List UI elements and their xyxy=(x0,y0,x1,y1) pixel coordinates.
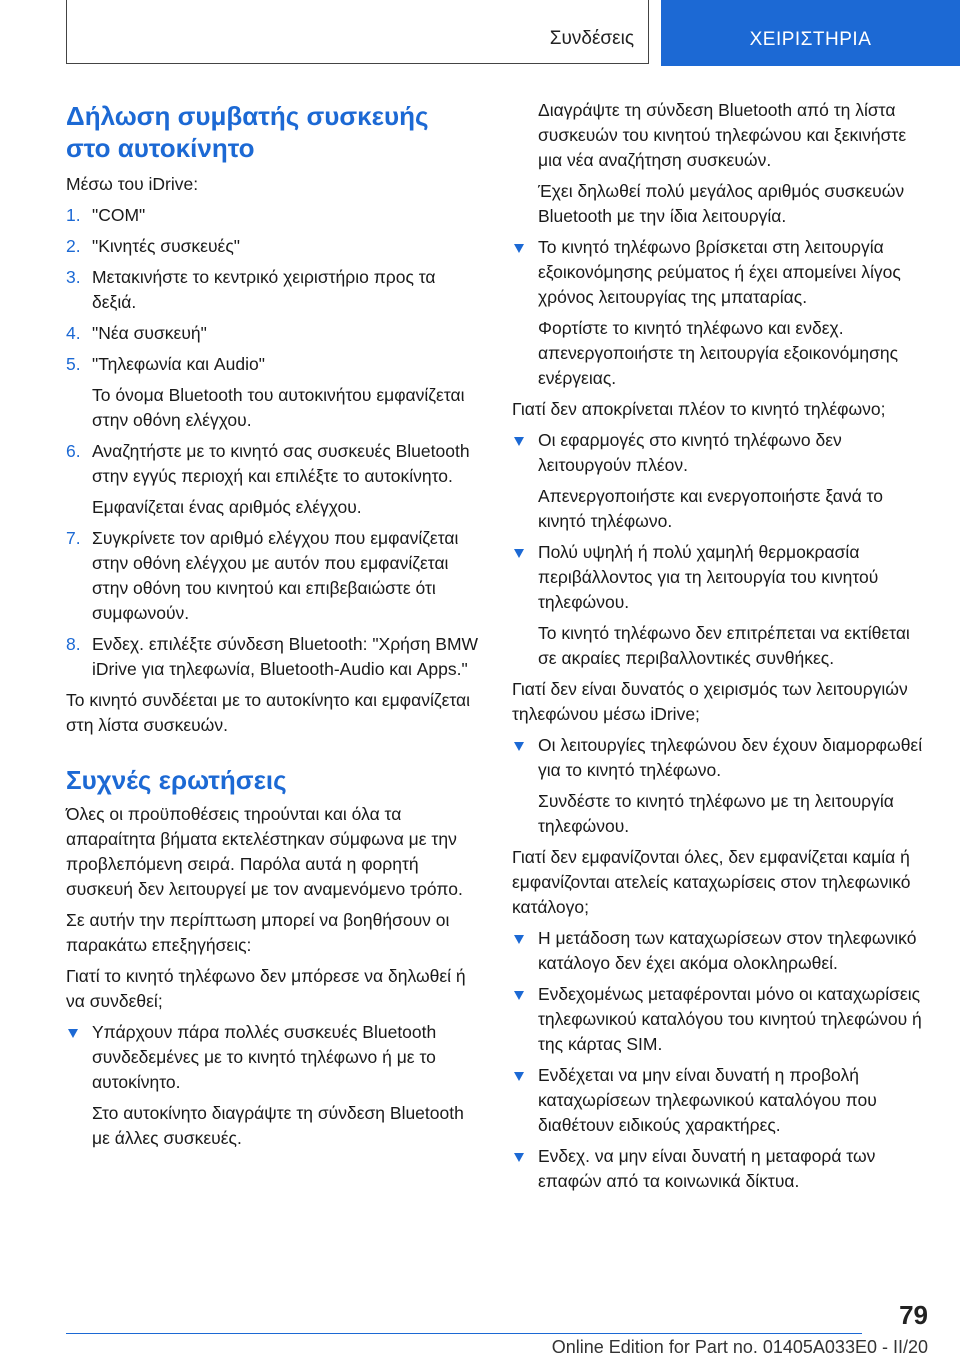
answer-note: Στο αυτοκίνητο διαγράψτε τη σύνδεση Bluetooth με άλλες συσκευές. xyxy=(92,1103,464,1148)
answer-text: Η μετάδοση των καταχωρίσεων στον τηλεφωνικό κατάλογο δεν έχει ακόμα ολοκληρωθεί. xyxy=(538,928,917,973)
step-text: "Τηλεφωνία και Audio" xyxy=(92,354,265,374)
triangle-bullet-icon xyxy=(514,742,524,751)
intro-text: Μέσω του iDrive: xyxy=(66,174,199,194)
section-title: Συνδέσεις xyxy=(549,28,634,49)
question-1: Γιατί το κινητό τηλέφωνο δεν μπόρεσε να δηλωθεί ή να συνδεθεί; xyxy=(66,966,466,1011)
step-text: "COM" xyxy=(92,205,146,225)
triangle-bullet-icon xyxy=(514,935,524,944)
answer-text: Ενδεχομένως μεταφέρονται μόνο οι καταχωρίσεις τηλεφωνικού καταλόγου του κινητού τηλεφώνου ή της κάρτας SIM. xyxy=(538,984,922,1054)
answer-bullet xyxy=(512,926,926,976)
triangle-bullet-icon xyxy=(514,437,524,446)
answer-note: Διαγράψτε τη σύνδεση Bluetooth από τη λίστα συσκευών του κινητού τηλεφώνου και ξεκινήστε μια νέα αναζήτηση συσκευών. xyxy=(538,100,907,170)
step-text: Συγκρίνετε τον αριθμό ελέγχου που εμφανίζεται στην οθόνη ελέγχου με αυτόν που εμφανίζεται στην οθόνη του κινητού και επιβεβαιώστε ότι συμφωνούν. xyxy=(92,528,459,623)
answer-note: Συνδέστε το κινητό τηλέφωνο με τη λειτουργία τηλεφώνου. xyxy=(538,791,894,836)
answer-bullet xyxy=(512,1144,926,1194)
edition-text: Online Edition for Part no. 01405A033E0 - II/20 xyxy=(551,1337,928,1357)
answer-bullet xyxy=(512,982,926,1057)
answer-note: Φορτίστε το κινητό τηλέφωνο και ενδεχ. απενεργοποιήστε τη λειτουργία εξοικονόμησης ενέργειας. xyxy=(538,318,899,388)
page-header xyxy=(0,0,960,66)
right-column xyxy=(512,98,926,1200)
answer-bullet xyxy=(512,540,926,615)
heading-pairing: Δήλωση συμβατής συσκευής στο αυτοκίνητο xyxy=(66,101,429,163)
question-4: Γιατί δεν εμφανίζονται όλες, δεν εμφανίζεται καμία ή εμφανίζονται ατελείς καταχωρίσεις στον τηλεφωνικό κατάλογο; xyxy=(512,847,911,917)
answer-text: Το κινητό τηλέφωνο βρίσκεται στη λειτουργία εξοικονόμησης ρεύματος ή έχει απομείνει λίγος χρόνος λειτουργίας της μπαταρίας. xyxy=(538,237,901,307)
answer-bullet xyxy=(66,1020,480,1095)
step-number: 2. xyxy=(66,236,81,256)
step-number: 6. xyxy=(66,441,81,461)
answer-text: Οι λειτουργίες τηλεφώνου δεν έχουν διαμορφωθεί για το κινητό τηλέφωνο. xyxy=(538,735,923,780)
step-number: 3. xyxy=(66,267,81,287)
step-text: "Νέα συσκευή" xyxy=(92,323,207,343)
page-number: 79 xyxy=(899,1300,928,1330)
result-text: Το κινητό συνδέεται με το αυτοκίνητο και εμφανίζεται στη λίστα συσκευών. xyxy=(66,690,471,735)
step-5 xyxy=(66,352,480,377)
answer-text: Ενδέχεται να μην είναι δυνατή η προβολή καταχωρίσεων τηλεφωνικού καταλόγου που διαθέτουν ειδικούς χαρακτήρες. xyxy=(538,1065,877,1135)
step-text: Μετακινήστε το κεντρικό χειριστήριο προς τα δεξιά. xyxy=(92,267,436,312)
step-number: 5. xyxy=(66,354,81,374)
step-3 xyxy=(66,265,480,315)
answer-bullet xyxy=(512,1063,926,1138)
step-text: "Κινητές συσκευές" xyxy=(92,236,241,256)
step-8 xyxy=(66,632,480,682)
answer-note: Έχει δηλωθεί πολύ μεγάλος αριθμός συσκευών Bluetooth με την ίδια λειτουργία. xyxy=(538,181,905,226)
step-6-note: Εμφανίζεται ένας αριθμός ελέγχου. xyxy=(92,497,362,517)
faq-intro-2: Σε αυτήν την περίπτωση μπορεί να βοηθήσουν οι παρακάτω επεξηγήσεις: xyxy=(66,910,450,955)
answer-note: Το κινητό τηλέφωνο δεν επιτρέπεται να εκτίθεται σε ακραίες περιβαλλοντικές συνθήκες. xyxy=(538,623,910,668)
question-2: Γιατί δεν αποκρίνεται πλέον το κινητό τηλέφωνο; xyxy=(512,399,886,419)
answer-bullet xyxy=(512,733,926,783)
faq-intro-1: Όλες οι προϋποθέσεις τηρούνται και όλα τα απαραίτητα βήματα εκτελέστηκαν σύμφωνα με την προβλεπόμενη σειρά. Παρόλα αυτά η φορητή συσκευή δεν λειτουργεί με τον αναμενόμενο τρόπο. xyxy=(66,804,463,899)
footer-divider xyxy=(66,1333,862,1334)
section-tab xyxy=(66,0,649,64)
triangle-bullet-icon xyxy=(514,549,524,558)
step-5-note: Το όνομα Bluetooth του αυτοκινήτου εμφανίζεται στην οθόνη ελέγχου. xyxy=(92,385,465,430)
triangle-bullet-icon xyxy=(514,244,524,253)
step-text: Ενδεχ. επιλέξτε σύνδεση Bluetooth: "Χρήση BMW iDrive για τηλεφωνία, Bluetooth-Audio και Apps." xyxy=(92,634,479,679)
left-column xyxy=(66,100,480,1157)
step-7 xyxy=(66,526,480,626)
answer-bullet xyxy=(512,235,926,310)
heading-faq: Συχνές ερωτήσεις xyxy=(66,765,287,795)
triangle-bullet-icon xyxy=(514,1072,524,1081)
answer-text: Υπάρχουν πάρα πολλές συσκευές Bluetooth συνδεδεμένες με το κινητό τηλέφωνο ή με το αυτοκίνητο. xyxy=(92,1022,437,1092)
step-6 xyxy=(66,439,480,489)
triangle-bullet-icon xyxy=(514,991,524,1000)
step-1 xyxy=(66,203,480,228)
chapter-tab xyxy=(661,0,960,66)
chapter-title: ΧΕΙΡΙΣΤΗΡΙΑ xyxy=(749,29,872,50)
triangle-bullet-icon xyxy=(68,1029,78,1038)
step-2 xyxy=(66,234,480,259)
step-number: 7. xyxy=(66,528,81,548)
step-number: 4. xyxy=(66,323,81,343)
question-3: Γιατί δεν είναι δυνατός ο χειρισμός των λειτουργιών τηλεφώνου μέσω iDrive; xyxy=(512,679,908,724)
answer-text: Ενδεχ. να μην είναι δυνατή η μεταφορά των επαφών από τα κοινωνικά δίκτυα. xyxy=(538,1146,876,1191)
triangle-bullet-icon xyxy=(514,1153,524,1162)
step-text: Αναζητήστε με το κινητό σας συσκευές Bluetooth στην εγγύς περιοχή και επιλέξτε το αυτοκίνητο. xyxy=(92,441,470,486)
answer-bullet xyxy=(512,428,926,478)
answer-note: Απενεργοποιήστε και ενεργοποιήστε ξανά το κινητό τηλέφωνο. xyxy=(538,486,883,531)
answer-text: Οι εφαρμογές στο κινητό τηλέφωνο δεν λειτουργούν πλέον. xyxy=(538,430,842,475)
answer-text: Πολύ υψηλή ή πολύ χαμηλή θερμοκρασία περιβάλλοντος για τη λειτουργία του κινητού τηλεφώνου. xyxy=(538,542,879,612)
step-number: 8. xyxy=(66,634,81,654)
step-4 xyxy=(66,321,480,346)
step-number: 1. xyxy=(66,205,81,225)
